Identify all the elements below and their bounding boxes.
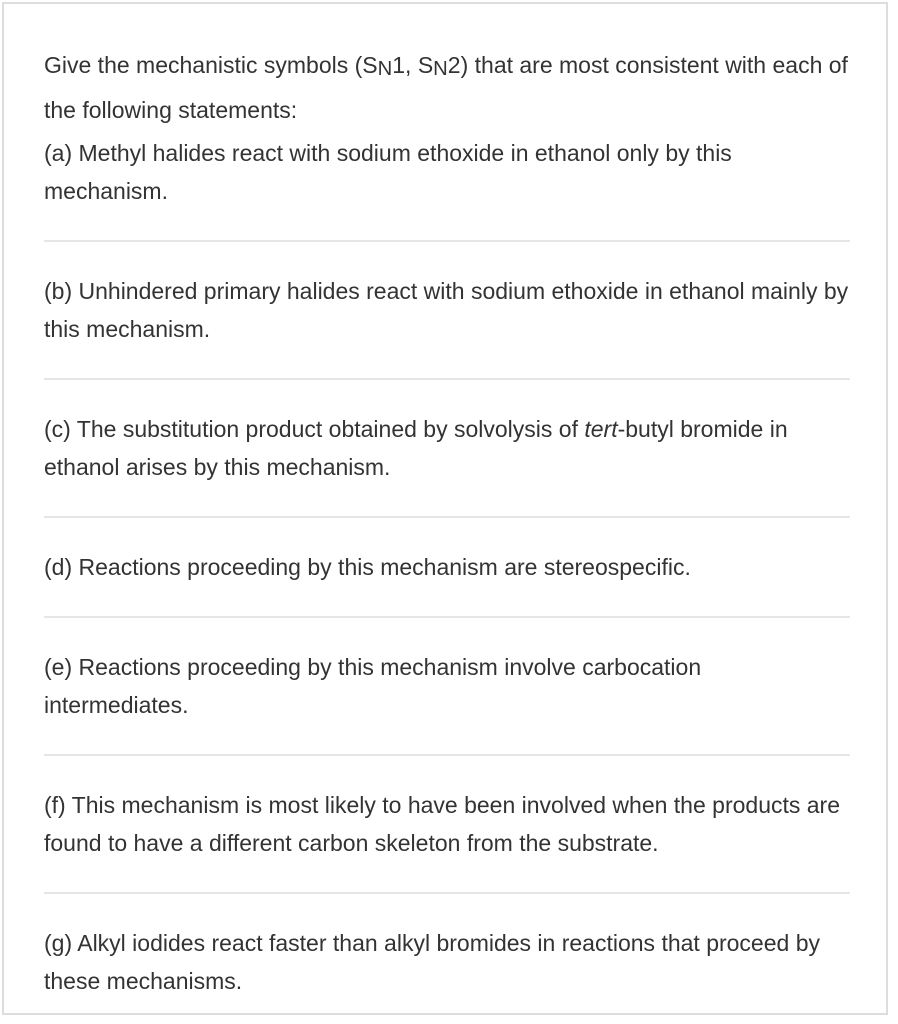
intro-text xyxy=(44,44,850,132)
question-c-pre: (c) The substitution product obtained by solvolysis of xyxy=(44,416,585,442)
intro-part2: 1, S xyxy=(392,52,434,78)
intro-part1: Give the mechanistic symbols (S xyxy=(44,52,378,78)
question-c-post: -butyl bromide in ethanol arises by this mechanism. xyxy=(44,416,788,480)
question-a: (a) Methyl halides react with sodium ethoxide in ethanol only by this mechanism. xyxy=(44,140,732,204)
question-e: (e) Reactions proceeding by this mechanism involve carbocation intermediates. xyxy=(44,654,702,718)
question-g: (g) Alkyl iodides react faster than alkyl bromides in reactions that proceed by these mechanisms. xyxy=(44,930,820,994)
question-d: (d) Reactions proceeding by this mechanism are stereospecific. xyxy=(44,554,691,580)
question-card xyxy=(2,2,888,1015)
question-content xyxy=(44,44,850,1000)
question-c-italic: tert xyxy=(584,416,618,442)
intro-subscript-2: N xyxy=(433,57,448,80)
question-b: (b) Unhindered primary halides react with sodium ethoxide in ethanol mainly by this mechanism. xyxy=(44,278,849,342)
intro-subscript-1: N xyxy=(377,57,393,80)
question-f: (f) This mechanism is most likely to have been involved when the products are found to have a different carbon skeleton from the substrate. xyxy=(44,792,841,856)
intro-part3: 2) that are most consistent with each of the following statements: xyxy=(44,52,848,123)
question-c xyxy=(44,410,850,486)
